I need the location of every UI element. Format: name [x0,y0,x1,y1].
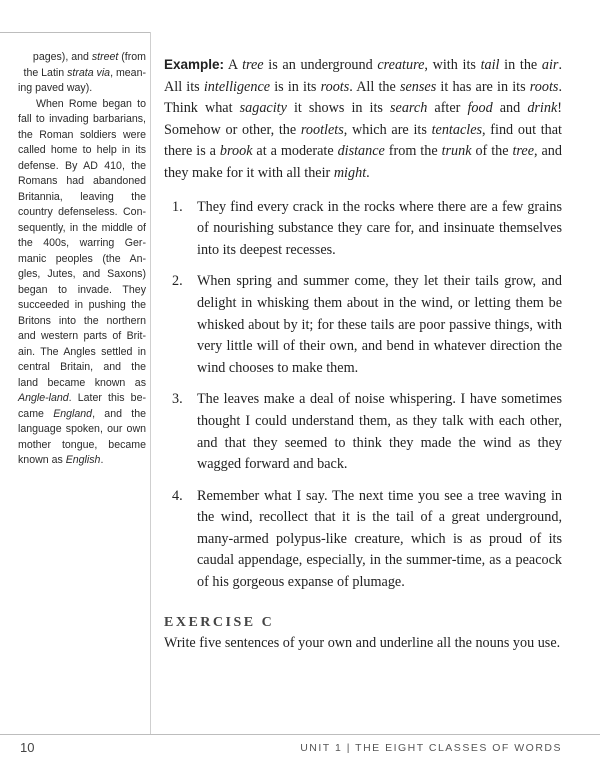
example-text: A tree is an underground creature, with its tail in the air. All its intelligence is in its roots. All the senses it has are in its roots. Think what sagacity it shows in its search after food and drink! Somehow or other, the rootlets, which are its tentacles, find out that there is a brook at a moderate distance from the trunk of the tree, and they make for it with all their might. [164,57,563,181]
italic-word: trunk [441,143,472,160]
italic-word: air [541,57,559,73]
exercise-heading: EXERCISE C [164,614,275,630]
italic-word: search [390,100,428,117]
italic-word: tree [242,57,264,73]
list-item [164,486,562,594]
list-item-number: 3. [172,391,183,408]
list-item-number: 1. [172,198,183,215]
example-paragraph [164,54,562,185]
example-label: Example: [164,57,225,72]
italic-word: distance [337,143,385,160]
italic-word: English [65,454,101,466]
list-item [164,271,562,379]
exercise-instruction: Write five sentences of your own and underline all the nouns you use. [164,635,561,652]
list-item [164,389,562,475]
column-divider [150,32,151,734]
italic-word: creature [377,57,425,73]
list-item-text: The leaves make a deal of noise whispering. I have sometimes thought I could understand them, as they talk with each other, and that they seemed to think they made the wind as they wagged forward and back. [197,391,562,473]
italic-word: strata via [67,66,111,79]
italic-word: tail [480,57,500,73]
italic-word: roots [529,78,559,95]
italic-word: might [333,164,367,181]
sidebar-note [18,50,146,469]
italic-word: food [467,100,493,117]
page-number: 10 [20,740,35,755]
list-item-text: When spring and summer come, they let their tails grow, and delight in whisking them about in the wind, or letting them be whisked about by it; for these tails are poor passive things, with very little will of their own, and bend in whatever direction the wind chooses to make them. [197,273,562,376]
list-item-text: Remember what I say. The next time you see a tree waving in the wind, recollect that it is the tail of a great underground, many-armed polypus-like creature, which is as proud of its caudal appendage, especially, in the summer-time, as a peacock of his gorgeous expanse of plumage. [197,487,562,591]
running-head: UNIT 1 | THE EIGHT CLASSES OF WORDS [300,742,562,754]
italic-word: Angle-land [18,392,69,404]
italic-word: tree [512,143,535,160]
italic-word: England [53,407,93,420]
italic-word: roots [320,78,350,95]
list-item [164,197,562,262]
list-item-text: They find every crack in the rocks where there are a few grains of nourishing substance they care for, and insinuate themselves into its deepest recesses. [197,198,562,258]
footer-rule [0,734,600,735]
list-item-number: 4. [172,487,183,504]
sidebar-top-rule [0,32,150,33]
italic-word: drink [527,100,558,117]
sidebar-line: pages), and street (from [32,51,146,63]
main-column [164,54,562,655]
sidebar-line: the Latin strata via, mean- [23,66,146,79]
italic-word: rootlets [300,121,344,138]
italic-word: sagacity [239,100,287,117]
sidebar-line: ing paved way). [18,82,93,94]
italic-word: tentacles [431,121,483,138]
list-item-number: 2. [172,273,183,290]
italic-word: street [91,51,119,63]
numbered-list [164,197,562,594]
italic-word: brook [219,143,253,160]
sidebar-paragraph: When Rome began to fall to invading barbarians, the Roman soldiers were called home to help in its defense. By AD 410, the Romans had abandoned Britannia, leaving the country defenseless. Con-sequently, in the middle of the 400s, warring Ger-manic peoples (the An-gles, Jutes, and Saxons) began to invade. They succeeded in pushing the Britons into the northern and western parts of Brit-ain. The Angles settled in central Britain, and the land became known as Angle-land. Later this be-came England, and the language spoken, our own mother tongue, became known as English. [18,97,146,466]
italic-word: intelligence [203,78,271,95]
italic-word: senses [399,78,437,95]
